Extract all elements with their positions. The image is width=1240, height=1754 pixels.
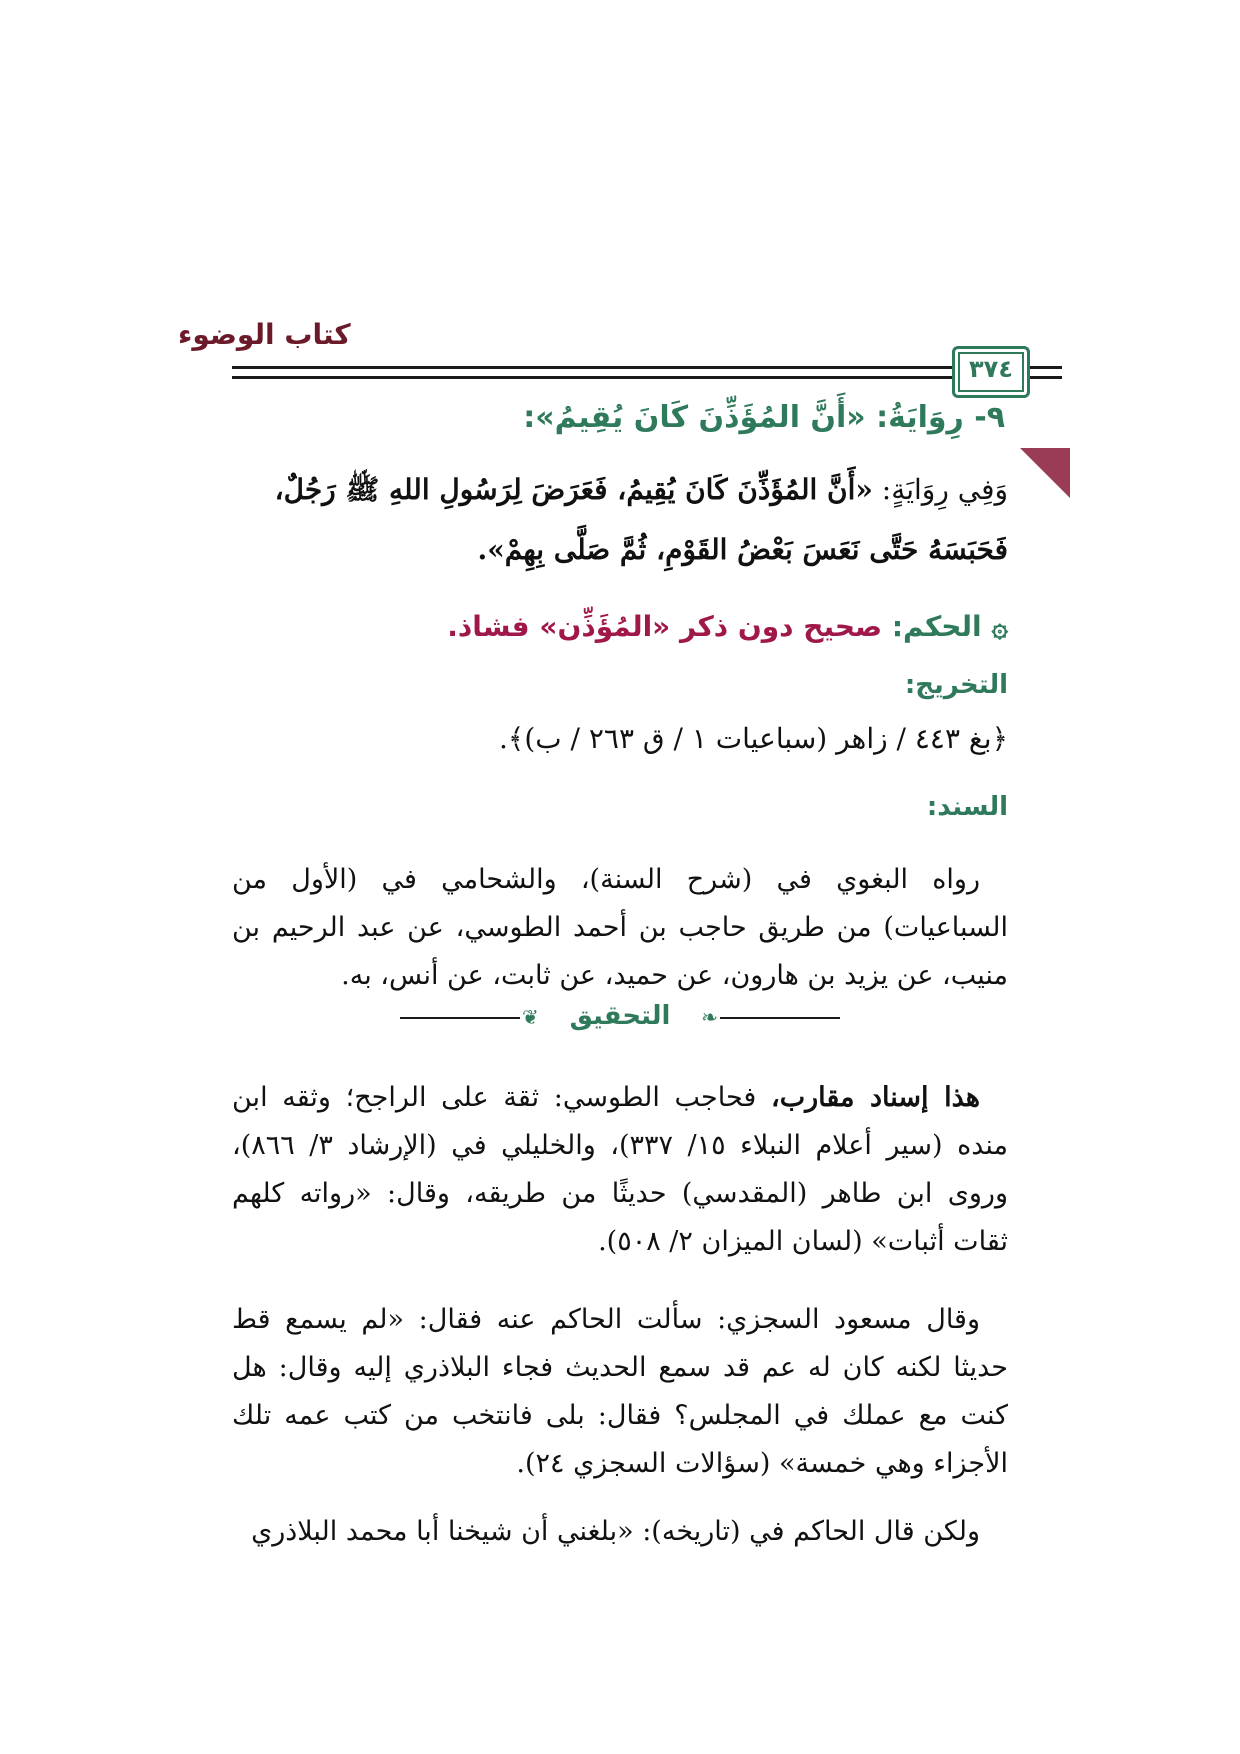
divider-line-right	[720, 1017, 840, 1019]
hadith-intro: وَفِي رِوَايَةٍ:	[872, 473, 1008, 506]
header-rule-top	[232, 366, 1051, 369]
hadith-matn: «أَنَّ المُؤَذِّنَ كَانَ يُقِيمُ، فَعَرَضَ لِرَسُولِ اللهِ ﷺ رَجُلٌ، فَحَبَسَهُ حَتَّى نَعَسَ بَعْضُ القَوْمِ، ثُمَّ صَلَّى بِهِمْ».	[274, 473, 1008, 566]
tahqiq-paragraph-2: وقال مسعود السجزي: سألت الحاكم عنه فقال: «لم يسمع قط حديثا لكنه كان له عم قد سمع الحديث فجاء البلاذري إليه وقال: هل كنت مع عملك في المجلس؟ فقال: بلى فانتخب من كتب عمه تلك الأجزاء وهي خمسة» (سؤالات السجزي ٢٤).	[232, 1304, 1008, 1479]
corner-ornament-icon	[1020, 448, 1070, 498]
hadith-text	[208, 460, 1008, 580]
ruling-label: الحكم:	[891, 610, 982, 643]
tahqiq-paragraph-3: ولكن قال الحاكم في (تاريخه): «بلغني أن شيخنا أبا محمد البلاذري	[251, 1516, 980, 1547]
ruling	[208, 610, 1008, 643]
header-rule-bottom	[232, 376, 1051, 379]
book-title: كتاب الوضوء	[178, 318, 351, 351]
item-heading: ٩- رِوَايَةُ: «أَنَّ المُؤَذِّنَ كَانَ يُقِيمُ»:	[523, 400, 1005, 435]
tahqiq-divider	[400, 1003, 840, 1033]
ruling-text: صحيح دون ذكر «المُؤَذِّن» فشاذ.	[447, 610, 892, 643]
tahqiq-lead: هذا إسناد مقارب،	[771, 1082, 980, 1113]
takhrij-text: ﴿بغ ٤٤٣ / زاهر (سباعيات ١ / ق ٢٦٣ / ب)﴾.	[499, 722, 1008, 755]
header-rule-right-top	[1032, 366, 1062, 369]
divider-ornament-left-icon: ❦	[522, 1005, 539, 1029]
sanad-label: السند:	[926, 792, 1008, 822]
takhrij-label: التخريج:	[904, 670, 1008, 700]
rosette-icon: ۞	[991, 610, 1008, 643]
page-number-frame	[952, 346, 1030, 398]
header-rule-right-bottom	[1032, 376, 1062, 379]
page-number: ٣٧٤	[969, 355, 1013, 383]
divider-ornament-right-icon: ❧	[701, 1005, 718, 1029]
divider-line-left	[400, 1017, 520, 1019]
tahqiq-paragraph-1: هذا إسناد مقارب، فحاجب الطوسي: ثقة على الراجح؛ وثقه ابن منده (سير أعلام النبلاء ١٥/ ٣٣٧)، والخليلي في (الإرشاد ٣/ ٨٦٦)، وروى ابن طاهر (المقدسي) حديثًا من طريقه، وقال: «رواته كلهم ثقات أثبات» (لسان الميزان ٢/ ٥٠٨).	[232, 1082, 1009, 1257]
sanad-paragraph: رواه البغوي في (شرح السنة)، والشحامي في (الأول من السباعيات) من طريق حاجب بن أحمد الطوسي، عن عبد الرحيم بن منيب، عن يزيد بن هارون، عن حميد، عن ثابت، عن أنس، به.	[232, 864, 1008, 991]
tahqiq-title: التحقيق	[569, 1001, 671, 1031]
